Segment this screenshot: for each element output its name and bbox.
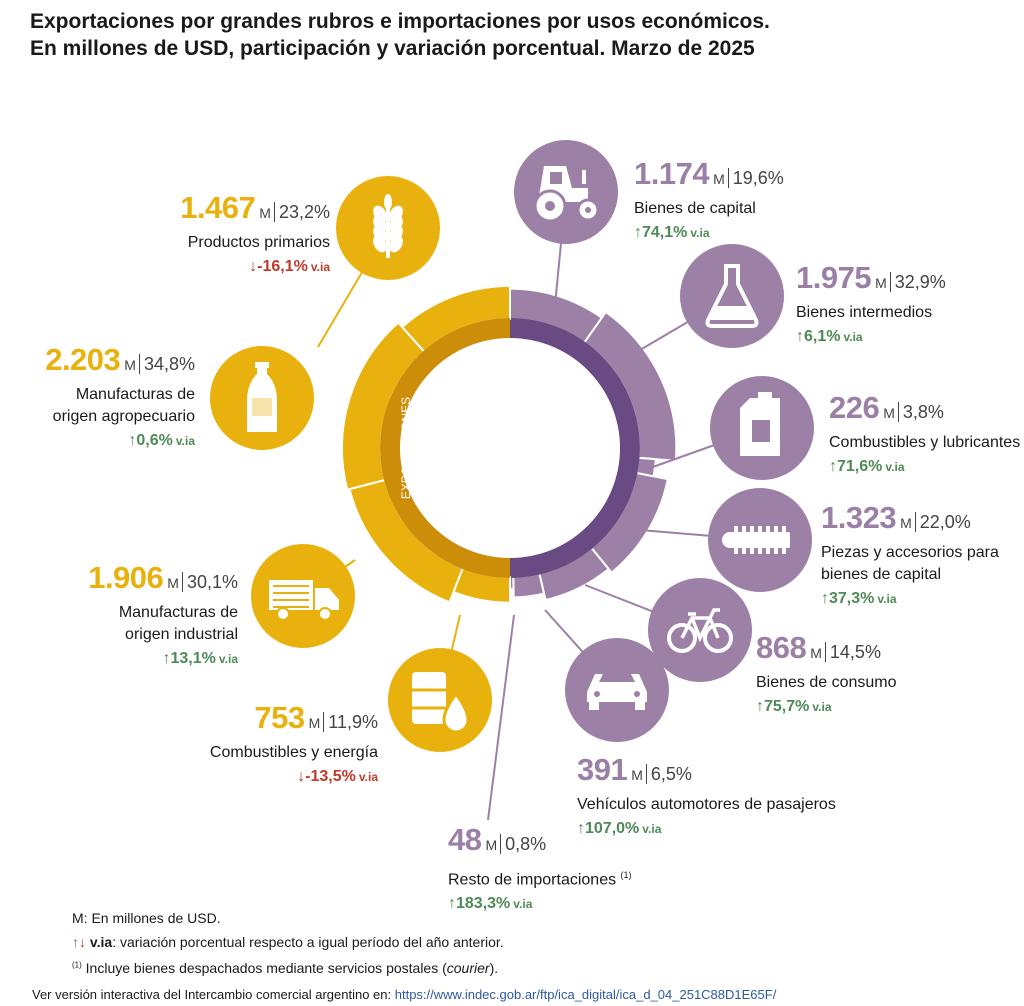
via-label: v.ia	[843, 330, 863, 344]
value-line	[20, 342, 195, 384]
variation	[634, 224, 864, 242]
unit: M	[259, 205, 271, 221]
category-name	[821, 542, 1021, 564]
label-manufacturas-de-origen-industrial	[70, 560, 238, 668]
category-name-line: Productos primarios	[187, 234, 330, 251]
footnote-courier-italic: courier	[446, 960, 490, 976]
via-label: v.ia	[690, 226, 710, 240]
arrow-up-icon: ↑	[128, 432, 137, 449]
value-line	[70, 560, 238, 602]
unit: M	[167, 575, 179, 591]
via-label: v.ia	[310, 260, 330, 274]
arrow-up-icon: ↑	[577, 820, 585, 837]
category-name	[634, 198, 864, 220]
via-label: v.ia	[175, 434, 195, 448]
category-name	[70, 602, 238, 624]
variation	[796, 328, 1016, 346]
value-line	[577, 752, 877, 794]
change-value: 107,0%	[585, 820, 640, 837]
resto-leader-line	[488, 615, 514, 820]
category-name-line: Combustibles y lubricantes	[829, 434, 1021, 451]
footnote-mark: (1)	[72, 960, 82, 970]
category-name	[756, 672, 976, 694]
value: 868	[756, 630, 807, 665]
source-line	[32, 987, 776, 1002]
variation	[821, 590, 1021, 608]
share: 22,0%	[915, 512, 971, 532]
arrow-down-icon: ↓	[297, 768, 306, 785]
label-bienes-de-capital	[634, 156, 864, 242]
share: 34,8%	[139, 354, 195, 374]
category-name-line: Bienes de consumo	[756, 674, 897, 691]
change-value: -13,5%	[305, 768, 356, 785]
label-piezas-y-accesorios-para-bienes-de-capital	[821, 500, 1021, 608]
ring-label-imports: IMPORTACIONES	[592, 398, 606, 498]
via-label: v.ia	[885, 460, 905, 474]
variation	[756, 698, 976, 716]
share: 30,1%	[182, 572, 238, 592]
value-line	[756, 630, 976, 672]
note-mark: (1)	[620, 870, 632, 880]
category-name	[20, 384, 195, 406]
variation	[120, 258, 330, 276]
category-name-line: bienes de capital	[821, 566, 942, 583]
change-value: -16,1%	[257, 258, 308, 275]
label-bienes-de-consumo	[756, 630, 976, 716]
footnote-variation	[72, 934, 504, 950]
change-value: 75,7%	[764, 698, 810, 715]
arrow-down-icon: ↓	[79, 934, 86, 950]
value: 1.906	[88, 560, 164, 595]
unit: M	[124, 357, 136, 373]
via-label: v.ia	[812, 700, 832, 714]
share: 23,2%	[274, 202, 330, 222]
chart-title-line-2: En millones de USD, participación y variación porcentual. Marzo de 2025	[30, 37, 755, 60]
via-label: v.ia	[642, 822, 662, 836]
arrow-up-icon: ↑	[821, 590, 829, 607]
footnote-units: M: En millones de USD.	[72, 910, 221, 926]
share: 19,6%	[728, 168, 784, 188]
label-combustibles-y-energia	[140, 700, 378, 786]
value-line	[140, 700, 378, 742]
unit: M	[713, 171, 725, 187]
share: 6,5%	[646, 764, 692, 784]
bicycle-circle	[648, 578, 752, 682]
arrow-up-icon: ↑	[634, 224, 642, 241]
ring-label-exports: EXPORTACIONES	[399, 396, 413, 500]
unit: M	[308, 715, 321, 731]
value: 1.467	[180, 190, 256, 225]
via-label: v.ia	[218, 652, 238, 666]
value-line	[829, 390, 1024, 432]
category-name	[70, 624, 238, 646]
arrow-up-icon: ↑	[756, 698, 764, 715]
share: 3,8%	[898, 402, 944, 422]
value-line	[448, 822, 688, 864]
category-name-line: Bienes intermedios	[796, 304, 933, 321]
category-name	[829, 432, 1024, 454]
category-name-line: origen industrial	[125, 626, 238, 643]
value: 753	[254, 700, 305, 735]
footnote-via-text: : variación porcentual respecto a igual período del año anterior.	[112, 934, 504, 950]
category-name	[20, 406, 195, 428]
arrow-up-icon: ↑	[829, 458, 837, 475]
change-value: 183,3%	[456, 895, 511, 913]
via-label: v.ia	[513, 897, 533, 912]
category-name	[448, 864, 688, 891]
value-line	[821, 500, 1021, 542]
value: 1.174	[634, 156, 710, 191]
change-value: 71,6%	[837, 458, 883, 475]
via-label: v.ia	[877, 592, 897, 606]
label-manufacturas-de-origen-agropecuario	[20, 342, 195, 450]
share: 14,5%	[825, 642, 881, 662]
label-bienes-intermedios	[796, 260, 1016, 346]
footnote-courier-end: ).	[489, 960, 499, 976]
category-name	[140, 742, 378, 764]
value: 391	[577, 752, 628, 787]
donut-ring	[342, 286, 676, 603]
value: 1.975	[796, 260, 872, 295]
variation	[70, 650, 238, 668]
arrow-up-icon: ↑	[72, 934, 79, 950]
category-name-line: Manufacturas de	[75, 386, 195, 403]
category-name-line: Manufacturas de	[118, 604, 238, 621]
change-value: 74,1%	[642, 224, 688, 241]
category-name	[821, 564, 1021, 586]
category-name-line: origen agropecuario	[52, 408, 195, 425]
unit: M	[631, 767, 643, 783]
category-name-line: Combustibles y energía	[209, 744, 378, 761]
value: 1.323	[821, 500, 897, 535]
share: 32,9%	[890, 272, 946, 292]
change-value: 0,6%	[136, 432, 173, 449]
value-line	[796, 260, 1016, 302]
variation	[20, 432, 195, 450]
category-name-line: Vehículos automotores de pasajeros	[577, 796, 836, 813]
variation	[140, 768, 378, 786]
value-line	[120, 190, 330, 232]
unit: M	[875, 275, 887, 291]
variation	[829, 458, 1024, 476]
value: 226	[829, 390, 880, 425]
share: 11,9%	[323, 712, 378, 732]
change-value: 6,1%	[804, 328, 841, 345]
unit: M	[883, 405, 895, 421]
flask-circle	[680, 244, 784, 348]
label-productos-primarios	[120, 190, 330, 276]
chart-title-line-1: Exportaciones por grandes rubros e importaciones por usos económicos.	[30, 10, 770, 33]
change-value: 37,3%	[829, 590, 875, 607]
category-name	[577, 794, 877, 816]
unit: M	[810, 645, 822, 661]
arrow-down-icon: ↓	[249, 258, 258, 275]
arrow-up-icon: ↑	[796, 328, 804, 345]
footnote-via-label: v.ia	[89, 934, 113, 950]
footnote-courier-text: Incluye bienes despachados mediante servicios postales (	[81, 960, 447, 976]
via-label: v.ia	[358, 770, 378, 784]
arrow-up-icon: ↑	[162, 650, 171, 667]
value-line	[634, 156, 864, 198]
arrow-up-icon: ↑	[448, 895, 456, 913]
share: 0,8%	[500, 834, 546, 854]
value: 48	[448, 822, 482, 857]
category-name-line: Resto de importaciones	[448, 871, 617, 889]
unit: M	[485, 837, 498, 853]
source-link[interactable]: https://www.indec.gob.ar/ftp/ica_digital/ica_d_04_251C88D1E65F/	[394, 987, 777, 1002]
category-name-line: Bienes de capital	[634, 200, 756, 217]
source-text: Ver versión interactiva del Intercambio comercial argentino en:	[32, 987, 395, 1002]
variation	[448, 895, 688, 913]
value: 2.203	[45, 342, 121, 377]
footnote-courier	[72, 960, 498, 976]
category-name	[796, 302, 1016, 324]
category-name	[120, 232, 330, 254]
label-combustibles-y-lubricantes	[829, 390, 1024, 476]
label-resto-de-importaciones	[448, 822, 688, 913]
change-value: 13,1%	[170, 650, 216, 667]
unit: M	[900, 515, 912, 531]
category-name-line: Piezas y accesorios para	[821, 544, 999, 561]
